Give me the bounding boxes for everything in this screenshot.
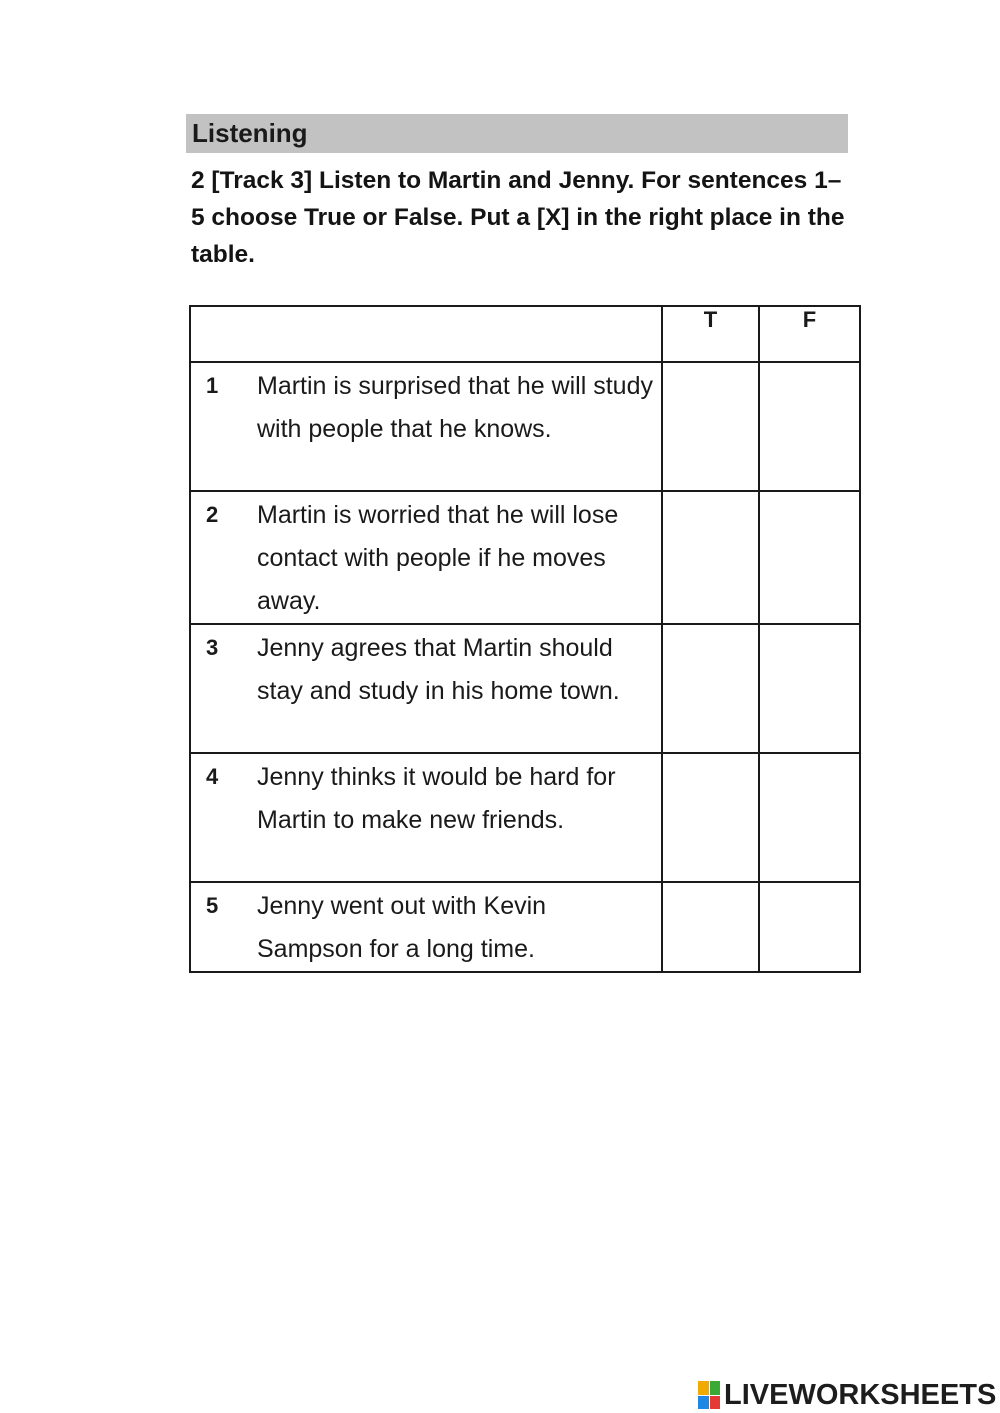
true-answer-cell-4[interactable] <box>662 753 759 882</box>
liveworksheets-logo <box>698 1378 996 1412</box>
statement-number: 2 <box>206 502 219 527</box>
section-title: Listening <box>192 118 308 148</box>
logo-square-icon <box>698 1381 709 1395</box>
statement-number: 5 <box>206 893 219 918</box>
false-header: F <box>759 306 860 362</box>
table-header-row <box>190 306 860 362</box>
true-answer-cell-1[interactable] <box>662 362 759 491</box>
true-answer-cell-2[interactable] <box>662 491 759 624</box>
true-answer-cell-5[interactable] <box>662 882 759 972</box>
statement-cell <box>190 491 662 624</box>
statement-cell <box>190 882 662 972</box>
table-row <box>190 491 860 624</box>
statement-text: Jenny thinks it would be hard for Martin to make new friends. <box>257 763 616 834</box>
true-false-table <box>189 305 861 973</box>
statement-header <box>190 306 662 362</box>
false-answer-cell-3[interactable] <box>759 624 860 753</box>
statement-text: Martin is surprised that he will study with people that he knows. <box>257 372 653 443</box>
statement-number: 3 <box>206 635 219 660</box>
false-answer-cell-2[interactable] <box>759 491 860 624</box>
statement-cell <box>190 753 662 882</box>
table-row <box>190 882 860 972</box>
statement-cell <box>190 362 662 491</box>
statement-number: 4 <box>206 764 219 789</box>
section-header-bar <box>186 114 848 153</box>
statement-number: 1 <box>206 373 219 398</box>
statement-cell <box>190 624 662 753</box>
false-answer-cell-1[interactable] <box>759 362 860 491</box>
exercise-instructions: 2 [Track 3] Listen to Martin and Jenny. For sentences 1–5 choose True or False. Put a [X] in the right place in the table. <box>191 167 845 268</box>
table-row <box>190 624 860 753</box>
statement-text: Martin is worried that he will lose contact with people if he moves away. <box>257 501 619 615</box>
true-answer-cell-3[interactable] <box>662 624 759 753</box>
false-answer-cell-5[interactable] <box>759 882 860 972</box>
logo-square-icon <box>710 1396 721 1410</box>
false-answer-cell-4[interactable] <box>759 753 860 882</box>
table-row <box>190 362 860 491</box>
statement-text: Jenny went out with Kevin Sampson for a long time. <box>257 892 547 963</box>
liveworksheets-logo-icon <box>698 1381 720 1409</box>
logo-text: LIVEWORKSHEETS <box>724 1378 997 1411</box>
table-row <box>190 753 860 882</box>
true-header: T <box>662 306 759 362</box>
logo-square-icon <box>698 1396 709 1410</box>
logo-square-icon <box>710 1381 721 1395</box>
statement-text: Jenny agrees that Martin should stay and study in his home town. <box>257 634 620 705</box>
